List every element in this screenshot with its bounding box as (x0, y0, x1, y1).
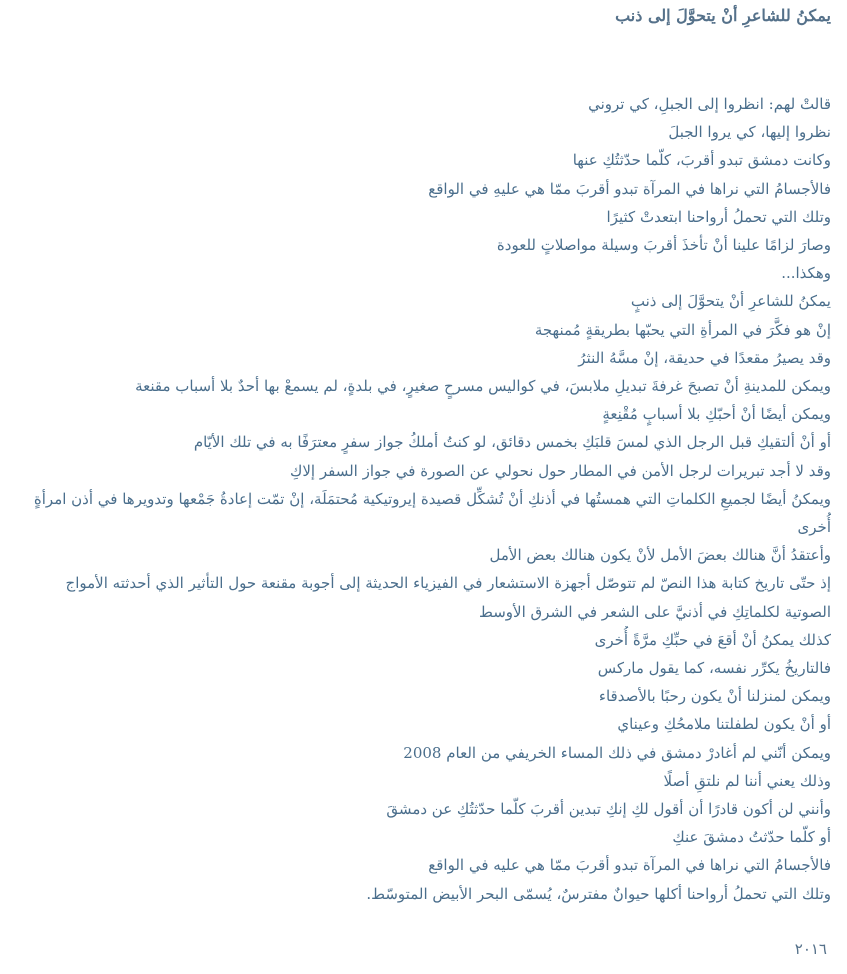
poem-line-22: ويمكن أنّني لم أغادرْ دمشق في ذلك المساء الخريفي من العام 2008 (403, 743, 831, 762)
poem-line-26: فالأجسامُ التي نراها في المرآة تبدو أقربَ ممّا هي عليه في الواقع (428, 856, 831, 875)
poem-line-24: وأنني لن أكون قادرًا أن أقول لكِ إنكِ تبدين أقربَ كلّما حدّثتُكِ عن دمشقَ (386, 800, 831, 819)
poem-line-19: فالتاريخُ يكرِّر نفسه، كما يقول ماركس (597, 659, 831, 678)
poem-line-11: ويمكن للمدينةِ أنْ تصبحَ غرفةَ تبديلِ ملابسَ، في كواليس مسرحٍ صغيرٍ، في بلدةٍ، لم يسمعْ بها أحدٌ بلا أسباب مقنعة (135, 377, 831, 396)
poem-line-23: وذلك يعني أننا لم نلتقِ أصلًا (663, 771, 831, 790)
poem-line-12: ويمكن أيضًا أنْ أحبّكِ بلا أسبابٍ مُقْنِعةٍ (602, 405, 831, 424)
poem-line-14: وقد لا أجد تبريرات لرجل الأمن في المطار حول نحولي عن الصورة في جواز السفر إلاكِ (290, 461, 831, 480)
poem-line-1: قالتْ لهم: انظروا إلى الجبلِ، كي تروني (588, 95, 831, 113)
poem-line-18: كذلك يمكنُ أنْ أقعَ في حبِّكِ مرَّةً أُخرى (594, 630, 831, 649)
poem-line-16: وأعتقدُ أنَّ هنالك بعضَ الأمل لأنْ يكون هنالك بعض الأمل (489, 546, 831, 565)
poem-line-4: فالأجسامُ التي نراها في المرآة تبدو أقربَ ممّا هي عليهِ في الواقع (428, 179, 831, 198)
poem-line-3: وكانت دمشق تبدو أقربَ، كلّما حدّثتُكِ عنها (572, 151, 831, 170)
poem-body (22, 90, 831, 908)
poem-line-8: يمكنُ للشاعرِ أنْ يتحوَّلَ إلى ذنبٍ (630, 292, 831, 311)
poem-line-17: إذ حتّى تاريخ كتابة هذا النصّ لم تتوصّل أجهزة الاستشعار في الفيزياء الحديثة إلى أجوبة مقنعة حول التأثير الذي أحدثته الأمواج الصوتية لكلماتِكِ في أذنيَّ على الشعر في الشرق الأوسط (65, 574, 831, 621)
poem-line-15: ويمكنُ أيضًا لجميعِ الكلماتِ التي همستُها في أذنكِ أنْ تُشكِّل قصيدة إيروتيكية مُحتمَلَة، إنْ تمّت إعادةُ جَمْعها وتدويرها في أذن امرأةٍ أُخرى (33, 489, 831, 537)
poem-line-6: وصارَ لزامًا علينا أنْ تأخذَ أقربَ وسيلة مواصلاتٍ للعودة (496, 236, 831, 255)
poem-line-9: إنْ هو فكَّرَ في المرأةِ التي يحبّها بطريقةٍ مُمنهجة (534, 320, 831, 339)
poem-title: يمكنُ للشاعرِ أنْ يتحوَّلَ إلى ذنب (615, 6, 831, 25)
poem-line-27: وتلك التي تحملُ أرواحنا أكلها حيوانٌ مفترسٌ، يُسمّى البحر الأبيض المتوسّط. (366, 884, 831, 903)
poem-line-13: أو أنْ ألتقيكِ قبل الرجل الذي لمسَ قلبَكِ بخمس دقائق، لو كنتُ أملكُ جواز سفرٍ معترَفًا به في تلك الأيّام (193, 433, 831, 452)
poem-line-20: ويمكن لمنزلنا أنْ يكون رحبًا بالأصدقاء (598, 687, 831, 706)
poem-line-2: نظروا إليها، كي يروا الجبلَ (668, 123, 831, 142)
poem-line-10: وقد يصيرُ مقعدًا في حديقة، إنْ مسَّهُ النثرُ (578, 348, 831, 367)
poem-line-7: وهكذا... (781, 264, 831, 283)
poem-year: ٢٠١٦ (794, 940, 827, 958)
poem-line-5: وتلك التي تحملُ أرواحنا ابتعدتْ كثيرًا (606, 207, 831, 226)
poem-line-21: أو أنْ يكون لطفلتنا ملامحُكِ وعيناي (617, 715, 831, 734)
poem-line-25: أو كلّما حدّثتُ دمشقَ عنكِ (672, 828, 831, 847)
